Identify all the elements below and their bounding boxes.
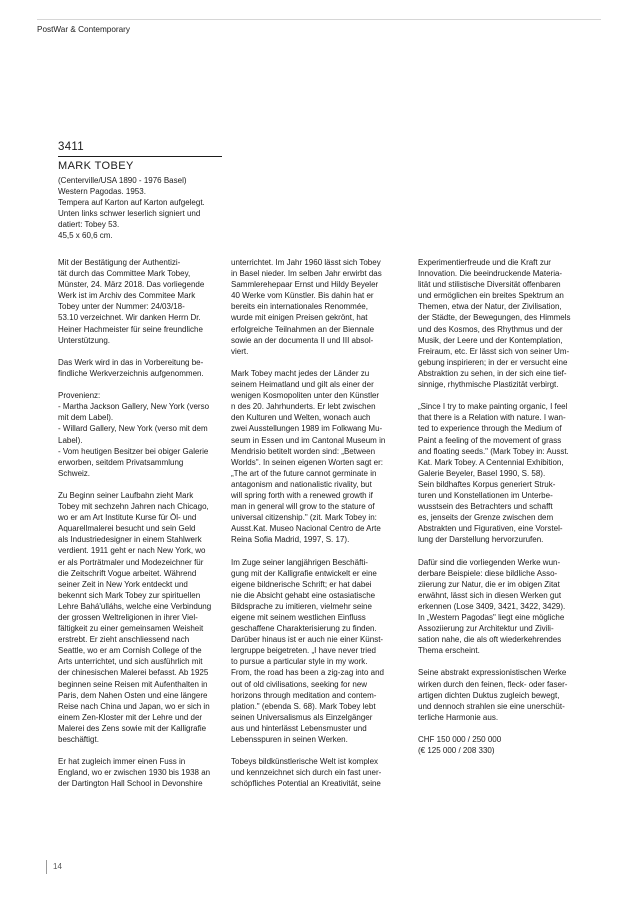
lot-details: (Centerville/USA 1890 - 1976 Basel) Western Pagodas. 1953. Tempera auf Karton auf Karton aufgelegt. Unten links schwer leserlich signiert und datiert: Tobey 53. 45,5 x 60,6 cm. [58, 176, 205, 241]
paragraph: Im Zuge seiner langjährigen Beschäfti- gung mit der Kalligrafie entwickelt er eine eigene bildnerische Schrift; er hat dabei nie die Absicht gehabt eine ostasiatische Bildsprache zu imitieren, vielmehr seine eigene mit seinem westlichen Einfluss geschaffene Charakterisierung zu finden. Darüber hinaus ist er auch nie einer Künst- lergruppe beigetreten. „I have never tried to pursue a particular style in my work. From, the road has been a zig-zag into and out of old civilisations, seeking for new horizons through meditation and contem- plation." (ebenda S. 68). Mark Tobey lebt seinen Universalismus als Einzelgänger aus und hinterlässt Lebensmuster und Lebensspuren in seinen Werken. [231, 557, 384, 745]
paragraph: Er hat zugleich immer einen Fuss in England, wo er zwischen 1930 bis 1938 an der Dartington Hall School in Devonshire [58, 757, 211, 789]
paragraph: Tobeys bildkünstlerische Welt ist komplex und kennzeichnet sich durch ein fast uner- schöpfliches Potential an Kreativität, seine [231, 757, 382, 789]
paragraph: Experimentierfreude und die Kraft zur Innovation. Die beeindruckende Materia- lität und stilistische Diversität offenbaren und ermöglichen ein breites Spektrum an Themen, etwa der Natur, der Zivilisation, der Städte, der Bewegungen, des Himmels und des Kosmos, des Rhythmus und der Musik, der Leere und der Kontemplation, Freiraum, etc. Er lässt sich von seiner Um- gebung inspirieren; in der er versucht eine Abstraktion zu sehen, in der sich eine tief- sinnige, rhythmische Plastizität verbirgt. [418, 258, 571, 390]
paragraph: Seine abstrakt expressionistischen Werke wirken durch den feinen, fleck- oder faser- artigen dichten Duktus zugleich bewegt, und dennoch strahlen sie eine unerschüt- terliche Harmonie aus. [418, 668, 568, 722]
page-number: 14 [53, 862, 62, 871]
paragraph: Mit der Bestätigung der Authentizi- tät durch das Committee Mark Tobey, Münster, 24. März 2018. Das vorliegende Werk ist im Archiv des Commitee Mark Tobey unter der Nummer: 24/03/18- 53.10 verzeichnet. Wir danken Herrn Dr. Heiner Hachmeister für seine freundliche Unterstützung. [58, 258, 205, 345]
text-column-2 [231, 257, 404, 801]
paragraph: Mark Tobey macht jedes der Länder zu seinem Heimatland und gilt als einer der wenigen Kosmopoliten unter den Künstler n des 20. Jahrhunderts. Er lebt zwischen den Kulturen und Welten, wonach auch zwei Ausstellungen 1989 im Folkwang Mu- seum in Essen und im Cantonal Museum in Mendrisio betitelt worden sind: „Between Worlds". In seinen eigenen Worten sagt er: „The art of the future cannot germinate in antagonism and nationalistic rivality, but will spring forth with a renewed growth if man in general will grow to the stature of universal citizenship." (zit. Mark Tobey in: Ausst.Kat. Museo Nacional Centro de Arte Reina Sofia Madrid, 1997, S. 17). [231, 368, 386, 545]
paragraph: „Since I try to make painting organic, I feel that there is a Relation with nature. I wan- ted to experience through the Medium of Paint a feeling of the movement of grass and floating seeds." (Mark Tobey in: Ausst. Kat. Mark Tobey. A Centennial Exhibition, Galerie Beyeler, Basel 1990, S. 58). Sein bildhaftes Korpus generiert Struk- turen und Konstellationen im Unterbe- wusstsein des Betrachters und schafft es, jenseits der Grenze zwischen dem Abstrakten und Figurativen, eine Vorstel- lung der Darstellung hervorzurufen. [418, 402, 569, 545]
footer-divider [46, 860, 47, 874]
paragraph: Zu Beginn seiner Laufbahn zieht Mark Tobey mit sechzehn Jahren nach Chicago, wo er am Art Institute Kurse für Öl- und Aquarellmalerei besucht und sein Geld als Industriedesigner in einem Stahlwerk verdient. 1911 geht er nach New York, wo er als Porträtmaler und Modezeichner für die Zeitschrift Vogue arbeitet. Während seiner Zeit in New York entdeckt und bekennt sich Mark Tobey zur spirituellen Lehre Bahá'ulláhs, welche eine Verbindung der grossen Weltreligionen in ihrer Viel- fältigkeit zu einer gemeinsamen Weisheit erstrebt. Er zieht anschliessend nach Seattle, wo er am Cornish College of the Arts unterrichtet, und sich ausführlich mit der chinesischen Malerei befasst. Ab 1925 beginnen seine Reisen mit Aufenthalten in Paris, dem Nahen Osten und eine längere Reise nach China und Japan, wo er sich in einem Zen-Kloster mit der Lehre und der Malerei des Zens sowie mit der Kalligrafie beschäftigt. [58, 490, 212, 745]
estimate: CHF 150 000 / 250 000 (€ 125 000 / 208 330) [418, 735, 502, 756]
section-title: PostWar & Contemporary [37, 25, 130, 34]
paragraph: Dafür sind die vorliegenden Werke wun- derbare Beispiele: diese bildliche Asso- ziierung zur Natur, die er im obigen Zitat erwähnt, lässt sich in diesen Werken gut erkennen (Lose 3409, 3421, 3422, 3429). In „Western Pagodas" liegt eine mögliche Assoziierung zur Architektur und Zivili- sation nahe, die als oft wiederkehrendes Thema erscheint. [418, 557, 566, 656]
paragraph: unterrichtet. Im Jahr 1960 lässt sich Tobey in Basel nieder. Im selben Jahr erwirbt das Sammlerehepaar Ernst und Hildy Beyeler 40 Werke vom Künstler. Bis dahin hat er bereits ein internationales Renommée, wurde mit einigen Preisen gekrönt, hat erfolgreiche Teilnahmen an der Biennale sowie an der documenta II und III absol- viert. [231, 258, 382, 356]
lot-number: 3411 [58, 141, 222, 157]
text-column-1 [58, 257, 226, 801]
paragraph: Das Werk wird in das in Vorbereitung be- findliche Werkverzeichnis aufgenommen. [58, 357, 204, 378]
provenance: Provenienz: - Martha Jackson Gallery, New York (verso mit dem Label). - Willard Gallery, New York (verso mit dem Label). - Vom heutigen Besitzer bei obiger Galerie erworben, seitdem Privatsammlung Schweiz. [58, 391, 210, 478]
header-divider [37, 19, 601, 20]
artist-name: MARK TOBEY [58, 160, 134, 172]
text-column-3 [418, 257, 590, 767]
lot-header [58, 141, 222, 242]
